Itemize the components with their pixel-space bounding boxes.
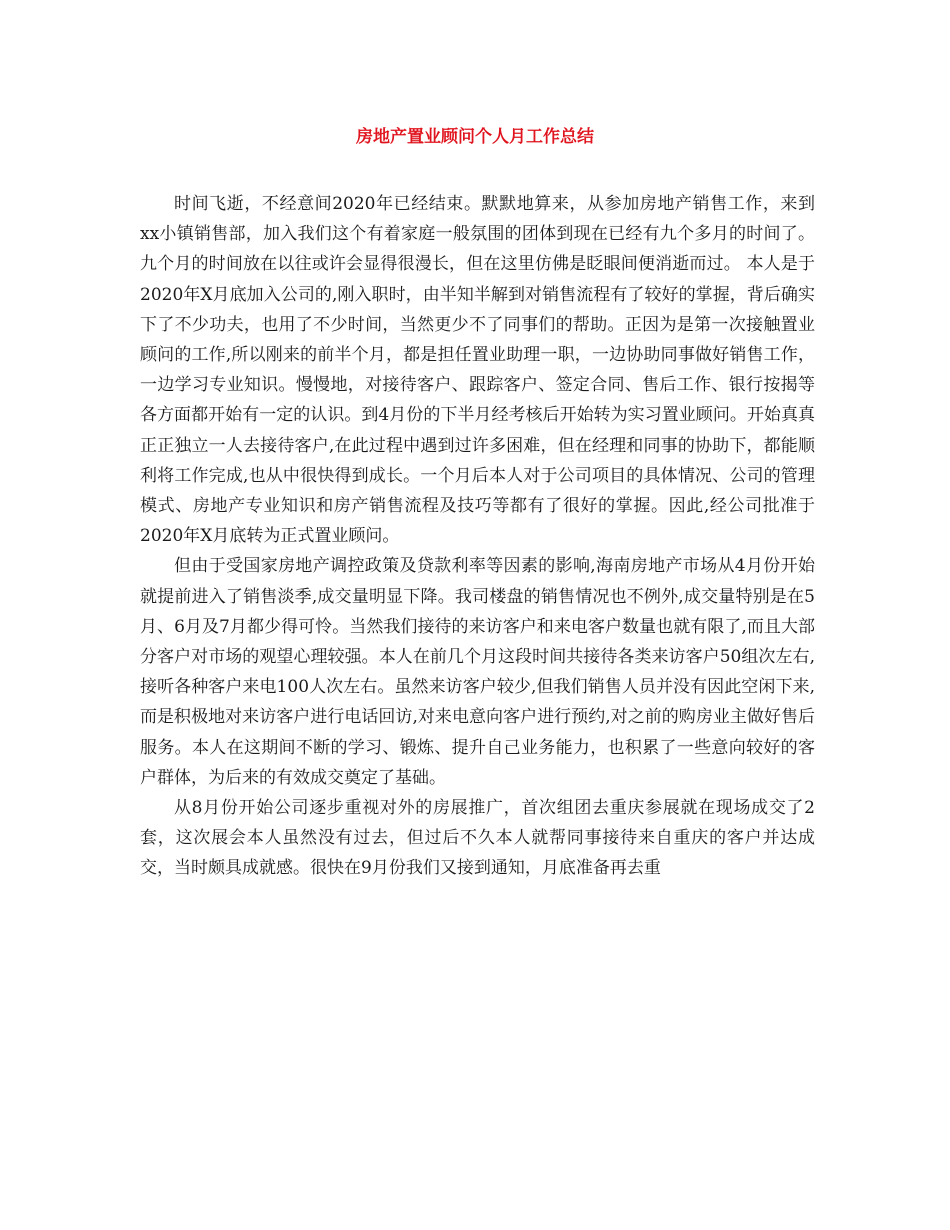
document-body: [140, 189, 815, 884]
paragraph-2: 但由于受国家房地产调控政策及贷款利率等因素的影响,海南房地产市场从4月份开始就提前进入了销售淡季,成交量明显下降。我司楼盘的销售情况也不例外,成交量特别是在5月、6月及7月都少得可怜。当然我们接待的来访客户和来电客户数量也就有限了,而且大部分客户对市场的观望心理较强。本人在前几个月这段时间共接待各类来访客户50组次左右,接听各种客户来电100人次左右。虽然来访客户较少,但我们销售人员并没有因此空闲下来,而是积极地对来访客户进行电话回访,对来电意向客户进行预约,对之前的购房业主做好售后服务。本人在这期间不断的学习、锻炼、提升自己业务能力，也积累了一些意向较好的客户群体，为后来的有效成交奠定了基础。: [140, 556, 815, 788]
paragraph-1: 时间飞逝，不经意间2020年已经结束。默默地算来，从参加房地产销售工作，来到 xx小镇销售部，加入我们这个有着家庭一般氛围的团体到现在已经有九个多月的时间了。九个月的时间放在以往或许会显得很漫长，但在这里仿佛是眨眼间便消逝而过。 本人是于2020年X月底加入公司的,刚入职时，由半知半解到对销售流程有了较好的掌握，背后确实下了不少功夫，也用了不少时间，当然更少不了同事们的帮助。正因为是第一次接触置业顾问的工作,所以刚来的前半个月，都是担任置业助理一职，一边协助同事做好销售工作，一边学习专业知识。慢慢地，对接待客户、跟踪客户、签定合同、售后工作、银行按揭等各方面都开始有一定的认识。到4月份的下半月经考核后开始转为实习置业顾问。开始真真正正独立一人去接待客户,在此过程中遇到过许多困难，但在经理和同事的协助下，都能顺利将工作完成,也从中很快得到成长。一个月后本人对于公司项目的具体情况、公司的管理模式、房地产专业知识和房产销售流程及技巧等都有了很好的掌握。因此,经公司批准于2020年X月底转为正式置业顾问。: [140, 194, 815, 547]
document-title: 房地产置业顾问个人月工作总结: [356, 127, 594, 147]
paragraph-3: 从8月份开始公司逐步重视对外的房展推广，首次组团去重庆参展就在现场成交了2套，这次展会本人虽然没有过去，但过后不久本人就帮同事接待来自重庆的客户并达成交，当时颇具成就感。很快在9月份我们又接到通知，月底准备再去重: [140, 798, 815, 879]
